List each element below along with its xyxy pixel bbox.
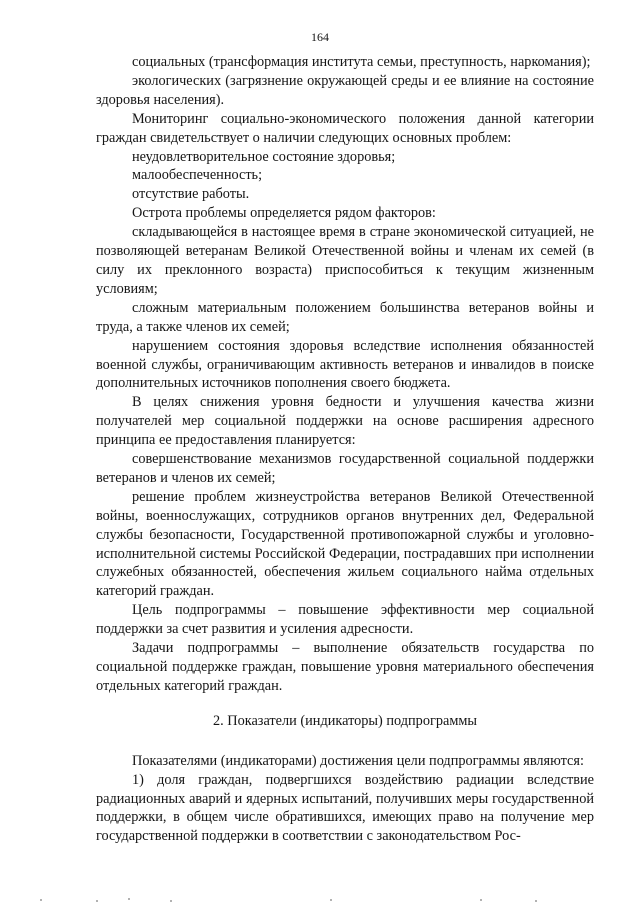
paragraph-ecological-factors: экологических (загрязнение окружающей среды и ее влияние на состояние здоровья населения). bbox=[96, 72, 594, 108]
paragraph-subprogram-tasks: Задачи подпрограммы – выполнение обязательств государства по социальной поддержке граждан, повышение уровня материального обеспечения отдельных категорий граждан. bbox=[96, 640, 594, 694]
scan-speck bbox=[330, 899, 332, 901]
paragraph-indicator-1: 1) доля граждан, подвергшихся воздействию радиации вследствие радиационных аварий и ядерных испытаний, получивших меры государственной поддержки, в общем числе обратившихся, имеющих право на получение мер государственной поддержки в соответствии с законодательством Рос- bbox=[96, 771, 594, 845]
scan-speck bbox=[535, 900, 537, 902]
list-item-unemployment: отсутствие работы. bbox=[132, 186, 250, 203]
paragraph-support-mechanisms: совершенствование механизмов государственной социальной поддержки ветеранов и членов их семей; bbox=[96, 451, 594, 486]
list-item-low-income: малообеспеченность; bbox=[132, 167, 263, 184]
paragraph-social-factors: социальных (трансформация института семьи, преступность, наркомания); bbox=[132, 54, 591, 70]
paragraph-economic-situation: складывающейся в настоящее время в стране экономической ситуацией, не позволяющей ветеранам Великой Отечественной войны и членам их семей (в силу их преклонного возраста) приспособиться к текущим жизненным условиям; bbox=[96, 224, 594, 297]
paragraph-poverty-reduction: В целях снижения уровня бедности и улучшения качества жизни получателей мер социальной поддержки на основе расширения адресного принципа ее предоставления планируется: bbox=[96, 394, 594, 449]
scan-speck bbox=[480, 899, 482, 901]
scan-speck bbox=[128, 898, 130, 900]
paragraph-material-situation: сложным материальным положением большинства ветеранов войны и труда, а также членов их семей; bbox=[96, 299, 594, 335]
paragraph-health-impairment: нарушением состояния здоровья вследствие исполнения обязанностей военной службы, ограничивающим активность ветеранов и инвалидов в поиске дополнительных источников пополнения своего бюджета. bbox=[96, 337, 594, 392]
scan-speck bbox=[40, 899, 42, 901]
scan-speck bbox=[96, 900, 98, 902]
scan-artifacts bbox=[0, 895, 640, 905]
paragraph-indicators-intro: Показателями (индикаторами) достижения цели подпрограммы являются: bbox=[132, 752, 584, 769]
paragraph-housing-problems: решение проблем жизнеустройства ветеранов Великой Отечественной войны, военнослужащих, сотрудников органов внутренних дел, Федеральной службы безопасности, Государственной противопожарной службы и уголовно-исполнительной системы Российской Федерации, пострадавших при исполнении служебных обязанностей, обеспечения жильем социального найма отдельных категорий граждан. bbox=[96, 488, 594, 600]
list-item-health: неудовлетворительное состояние здоровья; bbox=[132, 148, 396, 165]
section-heading: 2. Показатели (индикаторы) подпрограммы bbox=[212, 712, 478, 729]
page-number: 164 bbox=[311, 30, 329, 44]
paragraph-problem-factors: Острота проблемы определяется рядом факторов: bbox=[132, 205, 436, 222]
paragraph-subprogram-goal: Цель подпрограммы – повышение эффективности мер социальной поддержки за счет развития и усиления адресности. bbox=[96, 602, 594, 638]
document-body bbox=[96, 53, 594, 846]
paragraph-monitoring: Мониторинг социально-экономического положения данной категории граждан свидетельствует о наличии следующих основных проблем: bbox=[96, 110, 594, 146]
scan-speck bbox=[170, 900, 172, 902]
